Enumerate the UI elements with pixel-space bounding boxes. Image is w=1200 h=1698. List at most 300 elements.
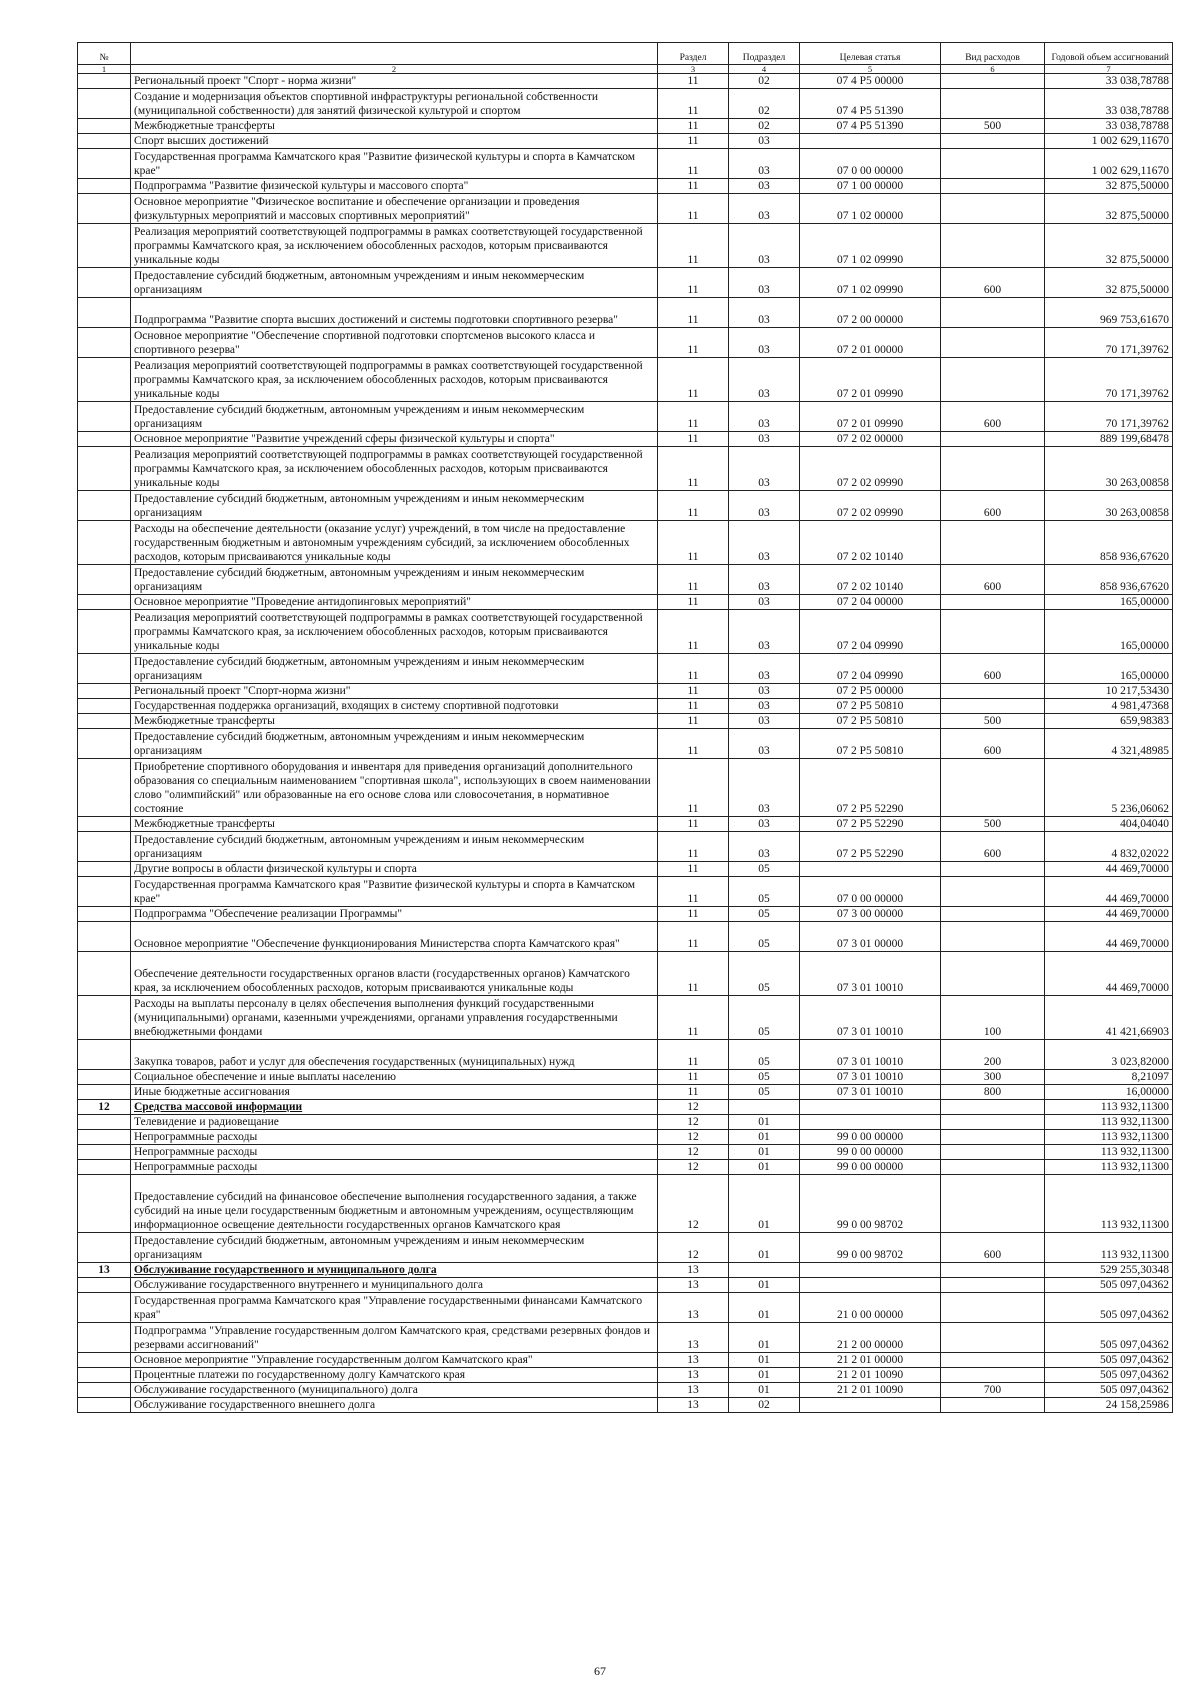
- annual-amount: 529 255,30348: [1045, 1263, 1173, 1278]
- expense-type-code: 600: [941, 491, 1045, 521]
- table-row: [78, 521, 1173, 565]
- expense-type-code: [941, 1368, 1045, 1383]
- row-number: [78, 1040, 131, 1070]
- expense-name: Создание и модернизация объектов спортивной инфраструктуры региональной собственности (муниципальной собственности) для занятий физической культурой и спортом: [131, 89, 658, 119]
- table-row: [78, 402, 1173, 432]
- podrazdel-code: 05: [729, 877, 800, 907]
- row-number: [78, 729, 131, 759]
- podrazdel-code: 01: [729, 1175, 800, 1233]
- row-number: [78, 862, 131, 877]
- table-row: [78, 1145, 1173, 1160]
- razdel-code: 11: [658, 684, 729, 699]
- razdel-code: 11: [658, 521, 729, 565]
- row-number: [78, 1115, 131, 1130]
- razdel-code: 11: [658, 358, 729, 402]
- row-number: [78, 654, 131, 684]
- expense-type-code: [941, 1115, 1045, 1130]
- target-article-code: 21 2 01 00000: [800, 1353, 941, 1368]
- table-row: [78, 1085, 1173, 1100]
- annual-amount: 44 469,70000: [1045, 862, 1173, 877]
- table-row: [78, 491, 1173, 521]
- expense-name: Основное мероприятие "Обеспечение спортивной подготовки спортсменов высокого класса и спортивного резерва": [131, 328, 658, 358]
- expense-type-code: 100: [941, 996, 1045, 1040]
- table-header-row: [78, 43, 1173, 65]
- podrazdel-code: 03: [729, 447, 800, 491]
- podrazdel-code: 02: [729, 89, 800, 119]
- expense-name: Реализация мероприятий соответствующей подпрограммы в рамках соответствующей государственной программы Камчатского края, за исключением обособленных расходов, которым присваиваются уникальные коды: [131, 224, 658, 268]
- table-row: [78, 1160, 1173, 1175]
- table-row: [78, 268, 1173, 298]
- row-number: [78, 358, 131, 402]
- table-row: [78, 149, 1173, 179]
- target-article-code: 07 4 P5 00000: [800, 74, 941, 89]
- row-number: [78, 1353, 131, 1368]
- header-annual-amount: Годовой объем ассигнований: [1045, 43, 1173, 65]
- annual-amount: 505 097,04362: [1045, 1323, 1173, 1353]
- target-article-code: 07 1 02 09990: [800, 268, 941, 298]
- razdel-code: 11: [658, 402, 729, 432]
- header-razdel: Раздел: [658, 43, 729, 65]
- row-number: [78, 1278, 131, 1293]
- podrazdel-code: 03: [729, 610, 800, 654]
- target-article-code: [800, 1263, 941, 1278]
- annual-amount: 32 875,50000: [1045, 268, 1173, 298]
- table-row: [78, 1278, 1173, 1293]
- expense-name: Телевидение и радиовещание: [131, 1115, 658, 1130]
- expense-name: Обслуживание государственного и муниципального долга: [131, 1263, 658, 1278]
- row-number: [78, 922, 131, 952]
- podrazdel-code: 03: [729, 402, 800, 432]
- target-article-code: 07 1 00 00000: [800, 179, 941, 194]
- expense-type-code: 600: [941, 402, 1045, 432]
- podrazdel-code: 01: [729, 1353, 800, 1368]
- table-row: [78, 1115, 1173, 1130]
- table-row: [78, 358, 1173, 402]
- annual-amount: 32 875,50000: [1045, 179, 1173, 194]
- target-article-code: 07 2 04 09990: [800, 654, 941, 684]
- target-article-code: 21 2 01 10090: [800, 1383, 941, 1398]
- podrazdel-code: 03: [729, 224, 800, 268]
- row-number: [78, 1130, 131, 1145]
- podrazdel-code: 03: [729, 565, 800, 595]
- expense-name: Непрограммные расходы: [131, 1160, 658, 1175]
- razdel-code: 11: [658, 699, 729, 714]
- target-article-code: 07 2 P5 52290: [800, 759, 941, 817]
- table-row: [78, 610, 1173, 654]
- expense-name: Социальное обеспечение и иные выплаты населению: [131, 1070, 658, 1085]
- razdel-code: 13: [658, 1368, 729, 1383]
- podrazdel-code: 05: [729, 862, 800, 877]
- expense-type-code: [941, 358, 1045, 402]
- annual-amount: 113 932,11300: [1045, 1100, 1173, 1115]
- table-row: [78, 1130, 1173, 1145]
- target-article-code: 99 0 00 00000: [800, 1160, 941, 1175]
- annual-amount: 4 321,48985: [1045, 729, 1173, 759]
- podrazdel-code: 02: [729, 74, 800, 89]
- row-number: [78, 328, 131, 358]
- annual-amount: 113 932,11300: [1045, 1145, 1173, 1160]
- annual-amount: 505 097,04362: [1045, 1278, 1173, 1293]
- row-number: [78, 402, 131, 432]
- table-row: [78, 328, 1173, 358]
- table-row: [78, 1398, 1173, 1413]
- table-row: [78, 1353, 1173, 1368]
- annual-amount: 44 469,70000: [1045, 952, 1173, 996]
- target-article-code: 99 0 00 00000: [800, 1130, 941, 1145]
- annual-amount: 165,00000: [1045, 595, 1173, 610]
- expense-type-code: [941, 1353, 1045, 1368]
- target-article-code: [800, 862, 941, 877]
- table-row: [78, 862, 1173, 877]
- expense-type-code: 300: [941, 1070, 1045, 1085]
- razdel-code: 11: [658, 714, 729, 729]
- table-row: [78, 952, 1173, 996]
- razdel-code: 11: [658, 491, 729, 521]
- annual-amount: 30 263,00858: [1045, 447, 1173, 491]
- expense-type-code: 700: [941, 1383, 1045, 1398]
- podrazdel-code: 05: [729, 1070, 800, 1085]
- razdel-code: 11: [658, 1085, 729, 1100]
- annual-amount: 113 932,11300: [1045, 1160, 1173, 1175]
- expense-name: Обеспечение деятельности государственных органов власти (государственных органов) Камчатского края, за исключением обособленных расходов, которым присваиваются уникальные коды: [131, 952, 658, 996]
- column-number: 7: [1045, 65, 1173, 74]
- target-article-code: 07 3 01 10010: [800, 1070, 941, 1085]
- row-number: [78, 996, 131, 1040]
- podrazdel-code: 05: [729, 922, 800, 952]
- podrazdel-code: 02: [729, 119, 800, 134]
- annual-amount: 889 199,68478: [1045, 432, 1173, 447]
- row-number: [78, 1323, 131, 1353]
- podrazdel-code: 05: [729, 907, 800, 922]
- podrazdel-code: 05: [729, 996, 800, 1040]
- expense-type-code: [941, 432, 1045, 447]
- expense-name: Государственная программа Камчатского края "Развитие физической культуры и спорта в Камчатском крае": [131, 149, 658, 179]
- annual-amount: 505 097,04362: [1045, 1293, 1173, 1323]
- expense-name: Предоставление субсидий бюджетным, автономным учреждениям и иным некоммерческим организациям: [131, 654, 658, 684]
- row-number: 13: [78, 1263, 131, 1278]
- podrazdel-code: 01: [729, 1233, 800, 1263]
- target-article-code: [800, 1100, 941, 1115]
- annual-amount: 858 936,67620: [1045, 521, 1173, 565]
- expense-type-code: [941, 684, 1045, 699]
- expense-type-code: [941, 134, 1045, 149]
- expense-name: Непрограммные расходы: [131, 1145, 658, 1160]
- target-article-code: 99 0 00 98702: [800, 1233, 941, 1263]
- column-number: 5: [800, 65, 941, 74]
- podrazdel-code: 03: [729, 832, 800, 862]
- annual-amount: 4 832,02022: [1045, 832, 1173, 862]
- table-row: [78, 1383, 1173, 1398]
- expense-type-code: [941, 877, 1045, 907]
- target-article-code: 07 3 01 10010: [800, 996, 941, 1040]
- razdel-code: 11: [658, 862, 729, 877]
- target-article-code: 07 2 02 00000: [800, 432, 941, 447]
- expense-type-code: [941, 1100, 1045, 1115]
- expense-type-code: [941, 1130, 1045, 1145]
- razdel-code: 11: [658, 565, 729, 595]
- expense-type-code: 600: [941, 654, 1045, 684]
- razdel-code: 11: [658, 610, 729, 654]
- target-article-code: 07 2 01 09990: [800, 402, 941, 432]
- row-number: [78, 699, 131, 714]
- table-row: [78, 817, 1173, 832]
- expense-name: Основное мероприятие "Развитие учреждений сферы физической культуры и спорта": [131, 432, 658, 447]
- target-article-code: 07 2 P5 52290: [800, 832, 941, 862]
- expense-name: Другие вопросы в области физической культуры и спорта: [131, 862, 658, 877]
- annual-amount: 1 002 629,11670: [1045, 134, 1173, 149]
- target-article-code: 07 2 P5 50810: [800, 699, 941, 714]
- annual-amount: 505 097,04362: [1045, 1368, 1173, 1383]
- target-article-code: 07 2 P5 00000: [800, 684, 941, 699]
- table-row: [78, 89, 1173, 119]
- podrazdel-code: 03: [729, 328, 800, 358]
- target-article-code: 07 2 P5 50810: [800, 729, 941, 759]
- razdel-code: 12: [658, 1160, 729, 1175]
- target-article-code: 07 3 01 10010: [800, 952, 941, 996]
- annual-amount: 16,00000: [1045, 1085, 1173, 1100]
- expense-name: Региональный проект "Спорт - норма жизни": [131, 74, 658, 89]
- row-number: [78, 89, 131, 119]
- expense-type-code: [941, 610, 1045, 654]
- row-number: [78, 1175, 131, 1233]
- annual-amount: 24 158,25986: [1045, 1398, 1173, 1413]
- razdel-code: 13: [658, 1353, 729, 1368]
- expense-name: Межбюджетные трансферты: [131, 714, 658, 729]
- razdel-code: 11: [658, 654, 729, 684]
- podrazdel-code: 03: [729, 134, 800, 149]
- target-article-code: 07 2 01 00000: [800, 328, 941, 358]
- target-article-code: 07 3 01 10010: [800, 1085, 941, 1100]
- row-number: [78, 1293, 131, 1323]
- annual-amount: 33 038,78788: [1045, 74, 1173, 89]
- annual-amount: 113 932,11300: [1045, 1130, 1173, 1145]
- header-target-article: Целевая статья: [800, 43, 941, 65]
- table-row: [78, 1070, 1173, 1085]
- annual-amount: 32 875,50000: [1045, 224, 1173, 268]
- expense-type-code: [941, 1160, 1045, 1175]
- podrazdel-code: [729, 1100, 800, 1115]
- row-number: [78, 565, 131, 595]
- row-number: [78, 1398, 131, 1413]
- table-row: [78, 714, 1173, 729]
- annual-amount: 1 002 629,11670: [1045, 149, 1173, 179]
- table-row: [78, 224, 1173, 268]
- expense-type-code: [941, 1398, 1045, 1413]
- razdel-code: 11: [658, 149, 729, 179]
- expense-name: Закупка товаров, работ и услуг для обеспечения государственных (муниципальных) нужд: [131, 1040, 658, 1070]
- razdel-code: 13: [658, 1278, 729, 1293]
- row-number: [78, 224, 131, 268]
- razdel-code: 13: [658, 1293, 729, 1323]
- table-row: [78, 1323, 1173, 1353]
- expense-name: Государственная программа Камчатского края "Управление государственными финансами Камчатского края": [131, 1293, 658, 1323]
- table-body: [78, 74, 1173, 1413]
- expense-name: Государственная программа Камчатского края "Развитие физической культуры и спорта в Камчатском крае": [131, 877, 658, 907]
- razdel-code: 13: [658, 1383, 729, 1398]
- annual-amount: 33 038,78788: [1045, 89, 1173, 119]
- table-row: [78, 654, 1173, 684]
- podrazdel-code: 05: [729, 952, 800, 996]
- table-row: [78, 432, 1173, 447]
- podrazdel-code: 03: [729, 654, 800, 684]
- razdel-code: 11: [658, 595, 729, 610]
- annual-amount: 44 469,70000: [1045, 922, 1173, 952]
- expense-name: Предоставление субсидий бюджетным, автономным учреждениям и иным некоммерческим организациям: [131, 565, 658, 595]
- expense-type-code: 800: [941, 1085, 1045, 1100]
- row-number: [78, 194, 131, 224]
- header-expense-type: Вид расходов: [941, 43, 1045, 65]
- row-number: [78, 610, 131, 654]
- podrazdel-code: 01: [729, 1383, 800, 1398]
- expense-name: Непрограммные расходы: [131, 1130, 658, 1145]
- razdel-code: 12: [658, 1175, 729, 1233]
- expense-type-code: [941, 179, 1045, 194]
- razdel-code: 12: [658, 1145, 729, 1160]
- table-row: [78, 194, 1173, 224]
- podrazdel-code: [729, 1263, 800, 1278]
- target-article-code: 21 2 01 10090: [800, 1368, 941, 1383]
- razdel-code: 11: [658, 817, 729, 832]
- column-number: 3: [658, 65, 729, 74]
- expense-type-code: 600: [941, 729, 1045, 759]
- row-number: [78, 684, 131, 699]
- header-podrazdel: Подраздел: [729, 43, 800, 65]
- target-article-code: 07 3 01 10010: [800, 1040, 941, 1070]
- expense-name: Предоставление субсидий на финансовое обеспечение выполнения государственного задания, а также субсидий на иные цели государственным бюджетным и автономным учреждениям, осуществляющим информационное освещение деятельности государственных органов Камчатского края: [131, 1175, 658, 1233]
- target-article-code: [800, 134, 941, 149]
- podrazdel-code: 01: [729, 1323, 800, 1353]
- table-row: [78, 298, 1173, 328]
- row-number: [78, 1368, 131, 1383]
- annual-amount: 30 263,00858: [1045, 491, 1173, 521]
- row-number: [78, 817, 131, 832]
- podrazdel-code: 03: [729, 268, 800, 298]
- razdel-code: 13: [658, 1323, 729, 1353]
- row-number: [78, 1233, 131, 1263]
- expense-type-code: [941, 74, 1045, 89]
- row-number: [78, 832, 131, 862]
- razdel-code: 11: [658, 119, 729, 134]
- column-number: 4: [729, 65, 800, 74]
- table-row: [78, 699, 1173, 714]
- expense-type-code: 500: [941, 714, 1045, 729]
- podrazdel-code: 03: [729, 432, 800, 447]
- razdel-code: 11: [658, 1040, 729, 1070]
- section-row: [78, 1100, 1173, 1115]
- podrazdel-code: 01: [729, 1368, 800, 1383]
- expense-type-code: [941, 1145, 1045, 1160]
- target-article-code: 07 1 02 09990: [800, 224, 941, 268]
- expense-name: Межбюджетные трансферты: [131, 817, 658, 832]
- row-number: [78, 432, 131, 447]
- row-number: [78, 759, 131, 817]
- annual-amount: 659,98383: [1045, 714, 1173, 729]
- table-row: [78, 996, 1173, 1040]
- table-row: [78, 877, 1173, 907]
- razdel-code: 11: [658, 729, 729, 759]
- podrazdel-code: 03: [729, 699, 800, 714]
- target-article-code: [800, 1278, 941, 1293]
- razdel-code: 11: [658, 179, 729, 194]
- table-row: [78, 134, 1173, 149]
- target-article-code: 07 1 02 00000: [800, 194, 941, 224]
- table-row: [78, 179, 1173, 194]
- annual-amount: 858 936,67620: [1045, 565, 1173, 595]
- target-article-code: 07 2 P5 52290: [800, 817, 941, 832]
- annual-amount: 32 875,50000: [1045, 194, 1173, 224]
- table-row: [78, 684, 1173, 699]
- razdel-code: 11: [658, 922, 729, 952]
- target-article-code: 99 0 00 98702: [800, 1175, 941, 1233]
- expense-name: Основное мероприятие "Управление государственным долгом Камчатского края": [131, 1353, 658, 1368]
- podrazdel-code: 03: [729, 729, 800, 759]
- podrazdel-code: 03: [729, 358, 800, 402]
- expense-type-code: [941, 521, 1045, 565]
- podrazdel-code: 03: [729, 298, 800, 328]
- row-number: [78, 134, 131, 149]
- expense-name: Предоставление субсидий бюджетным, автономным учреждениям и иным некоммерческим организациям: [131, 268, 658, 298]
- table-row: [78, 1233, 1173, 1263]
- table-row: [78, 832, 1173, 862]
- expense-name: Государственная поддержка организаций, входящих в систему спортивной подготовки: [131, 699, 658, 714]
- razdel-code: 11: [658, 268, 729, 298]
- table-row: [78, 565, 1173, 595]
- expense-name: Расходы на выплаты персоналу в целях обеспечения выполнения функций государственными (муниципальными) органами, казенными учреждениями, органами управления государственными внебюджетными фондами: [131, 996, 658, 1040]
- row-number: [78, 491, 131, 521]
- expense-name: Иные бюджетные ассигнования: [131, 1085, 658, 1100]
- expense-name: Средства массовой информации: [131, 1100, 658, 1115]
- table-row: [78, 759, 1173, 817]
- expense-type-code: [941, 759, 1045, 817]
- target-article-code: 07 4 P5 51390: [800, 119, 941, 134]
- expense-name: Межбюджетные трансферты: [131, 119, 658, 134]
- header-name: [131, 43, 658, 65]
- razdel-code: 12: [658, 1100, 729, 1115]
- podrazdel-code: 03: [729, 194, 800, 224]
- expense-name: Подпрограмма "Обеспечение реализации Программы": [131, 907, 658, 922]
- target-article-code: 07 2 02 09990: [800, 491, 941, 521]
- annual-amount: 113 932,11300: [1045, 1115, 1173, 1130]
- annual-amount: 44 469,70000: [1045, 907, 1173, 922]
- podrazdel-code: 03: [729, 817, 800, 832]
- expense-type-code: [941, 1278, 1045, 1293]
- expense-type-code: [941, 298, 1045, 328]
- razdel-code: 11: [658, 432, 729, 447]
- expense-name: Основное мероприятие "Обеспечение функционирования Министерства спорта Камчатского края": [131, 922, 658, 952]
- annual-amount: 505 097,04362: [1045, 1353, 1173, 1368]
- expense-name: Основное мероприятие "Проведение антидопинговых мероприятий": [131, 595, 658, 610]
- column-number: 2: [131, 65, 658, 74]
- razdel-code: 11: [658, 996, 729, 1040]
- razdel-code: 12: [658, 1233, 729, 1263]
- row-number: [78, 149, 131, 179]
- expense-name: Приобретение спортивного оборудования и инвентаря для приведения организаций дополнительного образования со специальным наименованием "спортивная школа", использующих в своем наименовании слово "олимпийский" или образованные на его основе слова или словосочетания, в нормативное состояние: [131, 759, 658, 817]
- target-article-code: 07 2 02 10140: [800, 521, 941, 565]
- table-row: [78, 1368, 1173, 1383]
- row-number: [78, 877, 131, 907]
- row-number: [78, 907, 131, 922]
- expense-name: Обслуживание государственного внутреннего и муниципального долга: [131, 1278, 658, 1293]
- budget-table: [77, 42, 1173, 1413]
- podrazdel-code: 01: [729, 1115, 800, 1130]
- annual-amount: 10 217,53430: [1045, 684, 1173, 699]
- annual-amount: 8,21097: [1045, 1070, 1173, 1085]
- expense-type-code: [941, 194, 1045, 224]
- expense-name: Процентные платежи по государственному долгу Камчатского края: [131, 1368, 658, 1383]
- razdel-code: 11: [658, 832, 729, 862]
- expense-type-code: 600: [941, 832, 1045, 862]
- target-article-code: 07 2 01 09990: [800, 358, 941, 402]
